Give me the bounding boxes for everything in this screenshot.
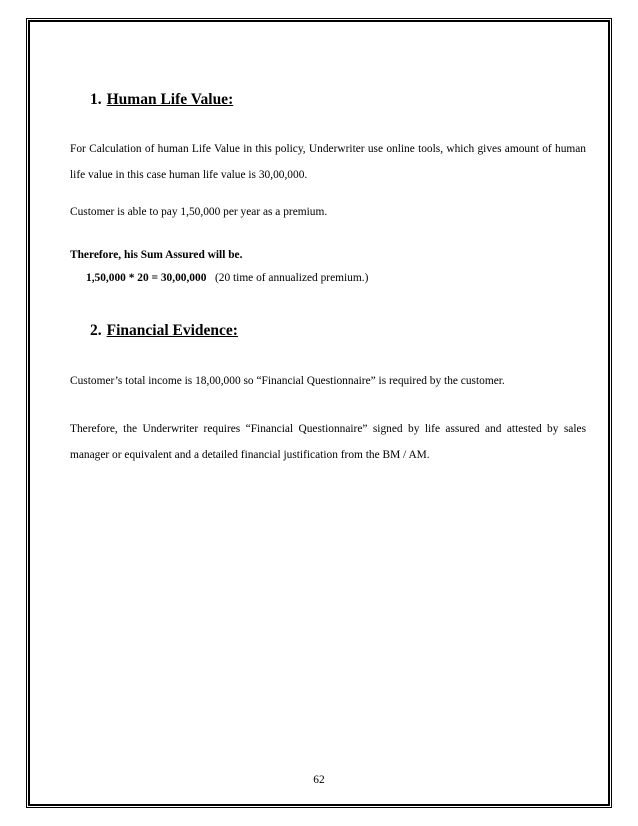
page-number: 62	[313, 774, 325, 786]
hlv-paragraph: For Calculation of human Life Value in this policy, Underwriter use online tools, which gives amount of human life value in this case human life value is 30,00,000.	[70, 143, 586, 181]
sum-assured-statement: Therefore, his Sum Assured will be.	[70, 249, 243, 261]
premium-paragraph: Customer is able to pay 1,50,000 per year as a premium.	[70, 206, 328, 218]
section-title: Financial Evidence:	[106, 322, 238, 339]
section-number: 1.	[90, 91, 102, 108]
income-paragraph: Customer’s total income is 18,00,000 so “Financial Questionnaire” is required by the customer.	[70, 375, 505, 387]
sum-assured-formula: 1,50,000 * 20 = 30,00,000	[86, 272, 207, 284]
section-number: 2.	[90, 322, 102, 339]
underwriter-requirement-paragraph: Therefore, the Underwriter requires “Financial Questionnaire” signed by life assured and attested by sales manager or equivalent and a detailed financial justification from the BM / AM.	[70, 423, 586, 461]
formula-note: (20 time of annualized premium.)	[214, 272, 369, 284]
sum-assured-formula-line	[86, 272, 368, 284]
section-heading-financial-evidence	[90, 322, 238, 340]
section-title: Human Life Value:	[106, 91, 234, 108]
section-heading-human-life-value	[90, 91, 233, 109]
